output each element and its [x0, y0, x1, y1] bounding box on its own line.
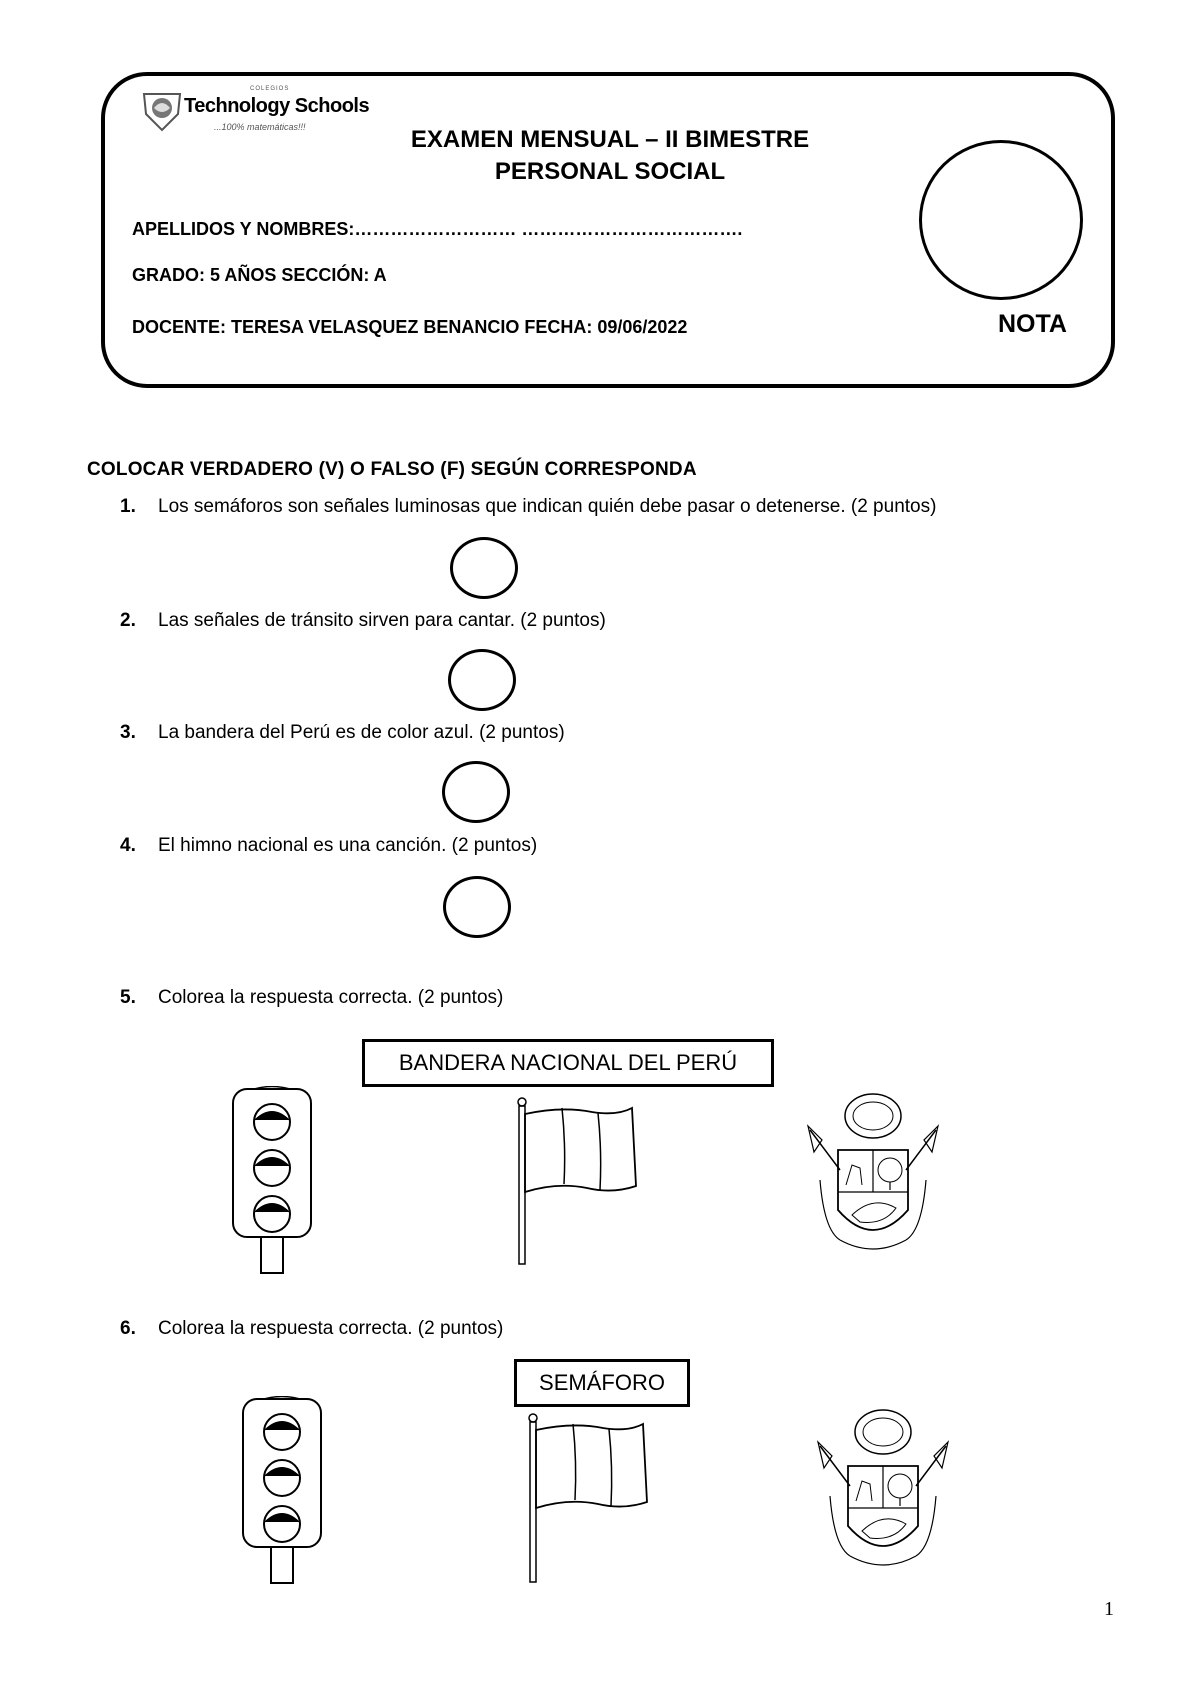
- question-4: [120, 835, 537, 857]
- question-number: 1.: [120, 496, 136, 517]
- logo-tagline: ...100% matemáticas!!!: [214, 122, 306, 132]
- question-text: El himno nacional es una canción. (2 puntos): [158, 835, 538, 856]
- grade-field: GRADO: 5 AÑOS SECCIÓN: A: [132, 265, 387, 285]
- peru-coat-of-arms-icon[interactable]: [810, 1406, 956, 1578]
- question-3: [120, 722, 565, 744]
- question-text: Colorea la respuesta correcta. (2 puntos): [158, 1318, 504, 1339]
- question-6: [120, 1318, 503, 1340]
- exam-title: EXAMEN MENSUAL – II BIMESTRE: [410, 126, 810, 153]
- answer-label-box: SEMÁFORO: [514, 1359, 690, 1407]
- nota-label: NOTA: [998, 310, 1067, 338]
- answer-circle-2[interactable]: [448, 649, 516, 711]
- grade-circle: [919, 140, 1083, 300]
- question-text: Las señales de tránsito sirven para cantar. (2 puntos): [158, 610, 606, 631]
- logo-top-text: COLEGIOS: [250, 86, 290, 92]
- peru-flag-icon[interactable]: [523, 1412, 653, 1584]
- answer-label-box: BANDERA NACIONAL DEL PERÚ: [362, 1039, 774, 1087]
- teacher-date-field: DOCENTE: TERESA VELASQUEZ BENANCIO FECHA: 09/06/2022: [132, 317, 688, 337]
- question-number: 6.: [120, 1318, 136, 1339]
- traffic-light-icon[interactable]: [228, 1086, 316, 1276]
- instruction-heading: COLOCAR VERDADERO (V) O FALSO (F) SEGÚN CORRESPONDA: [87, 459, 697, 480]
- question-number: 5.: [120, 987, 136, 1008]
- school-logo-icon: [140, 88, 184, 132]
- question-number: 3.: [120, 722, 136, 743]
- question-number: 2.: [120, 610, 136, 631]
- answer-circle-1[interactable]: [450, 537, 518, 599]
- answer-circle-4[interactable]: [443, 876, 511, 938]
- page-number: 1: [1104, 1598, 1114, 1620]
- answer-circle-3[interactable]: [442, 761, 510, 823]
- question-1: [120, 496, 936, 518]
- question-5: [120, 987, 503, 1009]
- question-text: Los semáforos son señales luminosas que indican quién debe pasar o detenerse. (2 puntos): [158, 496, 937, 517]
- peru-flag-icon[interactable]: [512, 1096, 642, 1266]
- question-2: [120, 610, 606, 632]
- exam-subject: PERSONAL SOCIAL: [494, 158, 726, 185]
- question-text: Colorea la respuesta correcta. (2 puntos): [158, 987, 504, 1008]
- question-text: La bandera del Perú es de color azul. (2 puntos): [158, 722, 565, 743]
- question-number: 4.: [120, 835, 136, 856]
- name-field: APELLIDOS Y NOMBRES:……………………… ……………………………….: [132, 219, 743, 239]
- logo-text: Technology Schools: [184, 95, 370, 117]
- peru-coat-of-arms-icon[interactable]: [800, 1090, 946, 1260]
- traffic-light-icon[interactable]: [238, 1396, 326, 1586]
